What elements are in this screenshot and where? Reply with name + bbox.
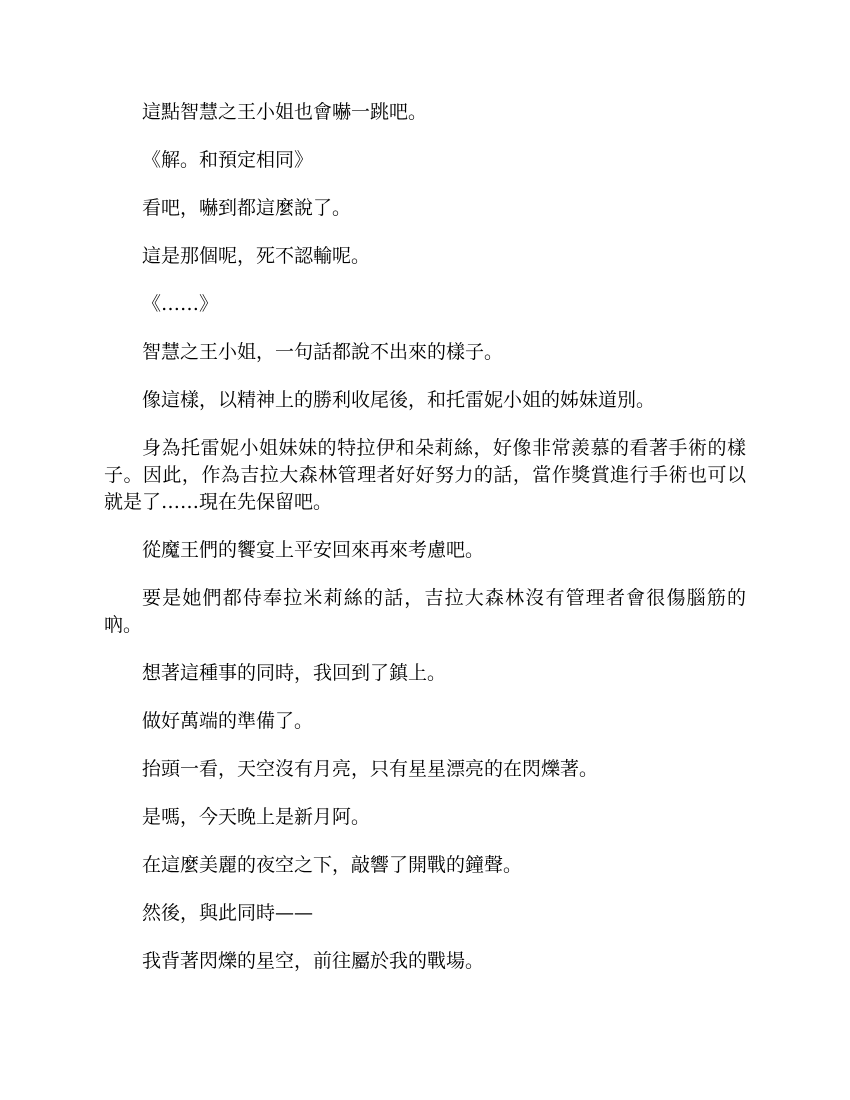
paragraph: 這是那個呢，死不認輸呢。 — [142, 245, 371, 267]
paragraph: 做好萬端的準備了。 — [142, 710, 314, 732]
paragraph: 像這樣，以精神上的勝利收尾後，和托雷妮小姐的姊妹道別。 — [142, 389, 656, 411]
paragraph: 從魔王們的饗宴上平安回來再來考慮吧。 — [142, 539, 485, 561]
body-text — [104, 99, 746, 996]
paragraph: 看吧，嚇到都這麼說了。 — [142, 197, 352, 219]
paragraph: 《……》 — [142, 293, 219, 315]
paragraph: 《解。和預定相同》 — [142, 149, 314, 171]
paragraph: 在這麼美麗的夜空之下，敲響了開戰的鐘聲。 — [142, 854, 523, 876]
paragraph: 是嗎，今天晚上是新月阿。 — [142, 806, 371, 828]
paragraph: 抬頭一看，天空沒有月亮，只有星星漂亮的在閃爍著。 — [142, 758, 599, 780]
paragraph: 這點智慧之王小姐也會嚇一跳吧。 — [142, 101, 428, 123]
paragraph: 智慧之王小姐，一句話都說不出來的樣子。 — [142, 341, 504, 363]
paragraph: 想著這種事的同時，我回到了鎮上。 — [142, 662, 447, 684]
paragraph: 我背著閃爍的星空，前往屬於我的戰場。 — [142, 950, 485, 972]
paragraph: 身為托雷妮小姐妹妹的特拉伊和朵莉絲，好像非常羨慕的看著手術的樣子。因此，作為吉拉大森林管理者好好努力的話，當作獎賞進行手術也可以就是了……現在先保留吧。 — [104, 437, 746, 513]
paragraph: 然後，與此同時—— — [142, 902, 314, 924]
paragraph: 要是她們都侍奉拉米莉絲的話，吉拉大森林沒有管理者會很傷腦筋的吶。 — [104, 587, 746, 636]
